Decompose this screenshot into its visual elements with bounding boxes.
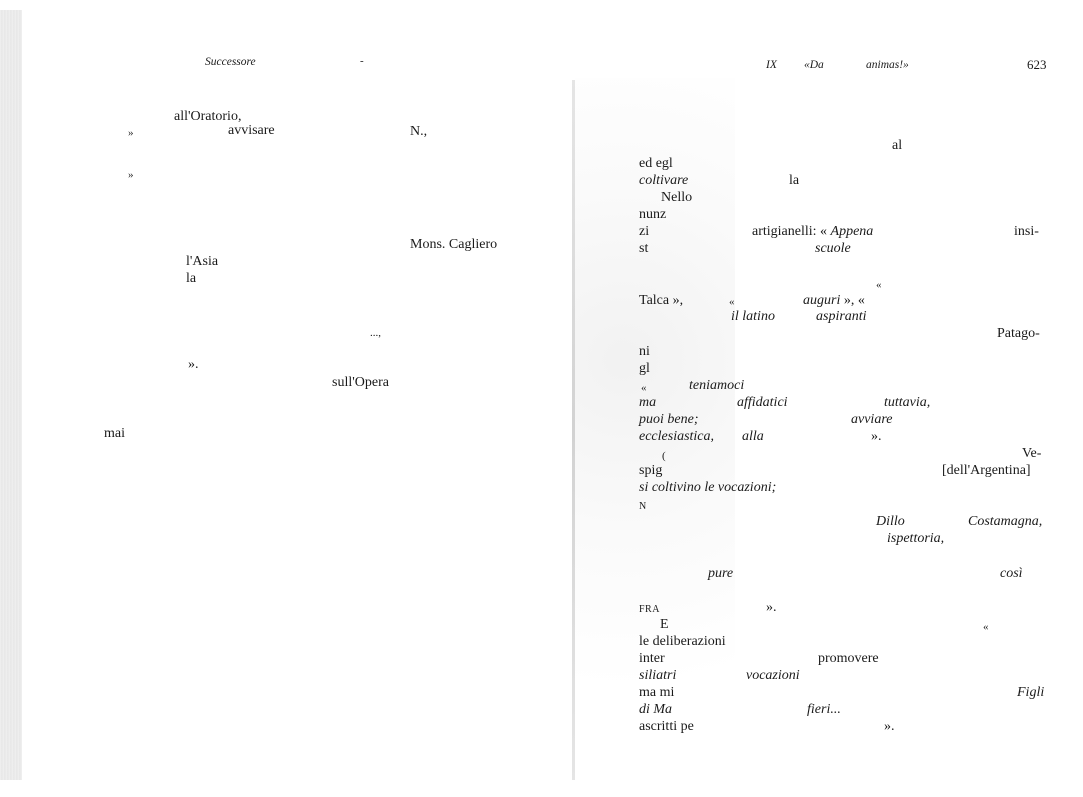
text-fragment: la: [789, 173, 800, 188]
text-fragment: avviare: [851, 412, 893, 427]
text-fragment: ...,: [370, 327, 381, 339]
right-running-head-title: animas!»: [866, 59, 909, 71]
right-running-head-title: «Da: [804, 59, 824, 71]
text-fragment: ascritti pe: [639, 719, 694, 734]
text-fragment: ».: [188, 357, 199, 372]
text-fragment: coltivare: [639, 173, 689, 188]
text-fragment: «: [641, 382, 647, 394]
text-fragment: Figli: [1017, 685, 1045, 700]
text-fragment: le deliberazioni: [639, 634, 726, 649]
text-fragment: scuole: [815, 241, 851, 256]
text-fragment: ispettoria,: [887, 531, 945, 546]
text-fragment: N.,: [410, 124, 428, 139]
left-head-dash: -: [360, 55, 364, 67]
text-fragment: ma: [639, 395, 657, 410]
text-fragment: spig: [639, 463, 663, 478]
page-number: 623: [1027, 57, 1047, 72]
text-fragment: alla: [742, 429, 764, 444]
text-fragment: Costamagna,: [968, 514, 1043, 529]
text-fragment: aspiranti: [816, 309, 867, 324]
text-fragment: [752, 224, 873, 240]
text-fragment: Mons. Cagliero: [410, 237, 498, 252]
text-fragment: [803, 293, 865, 309]
text-fragment: vocazioni: [746, 668, 800, 683]
text-fragment: artigianelli: «: [752, 224, 831, 239]
text-fragment: (: [662, 450, 666, 462]
text-fragment: avvisare: [228, 123, 275, 138]
text-fragment: si coltivino le vocazioni;: [639, 480, 777, 495]
text-fragment: auguri: [803, 293, 841, 308]
text-fragment: »: [128, 127, 134, 139]
text-fragment: nunz: [639, 207, 667, 222]
text-fragment: «: [876, 279, 882, 291]
text-fragment: N: [639, 501, 647, 512]
text-fragment: Dillo: [876, 514, 905, 529]
text-fragment: all'Oratorio,: [174, 109, 242, 124]
text-fragment: affidatici: [737, 395, 788, 410]
text-fragment: puoi bene;: [639, 412, 699, 427]
text-fragment: Patago-: [997, 326, 1040, 341]
text-fragment: di Ma: [639, 702, 673, 717]
text-fragment: Ve-: [1022, 446, 1042, 461]
text-fragment: ».: [766, 600, 777, 615]
text-fragment: FRA: [639, 604, 660, 615]
text-fragment: fieri...: [807, 702, 841, 717]
text-fragment: teniamoci: [689, 378, 745, 393]
text-fragment: ecclesiastica,: [639, 429, 715, 444]
book-spine: [572, 80, 575, 780]
text-fragment: zi: [639, 224, 650, 239]
text-fragment: «: [983, 621, 989, 633]
text-fragment: E: [660, 617, 669, 632]
text-fragment: «: [729, 296, 735, 308]
text-fragment: siliatri: [639, 668, 677, 683]
text-fragment: la: [186, 271, 197, 286]
text-fragment: insi-: [1014, 224, 1039, 239]
text-fragment: Appena: [830, 224, 874, 239]
right-running-head-chapter: IX: [766, 59, 777, 71]
text-fragment: il latino: [731, 309, 775, 324]
left-running-head: Successore: [205, 56, 256, 68]
text-fragment: », «: [840, 293, 865, 308]
text-fragment: l'Asia: [186, 254, 219, 269]
text-fragment: mai: [104, 426, 125, 441]
text-fragment: gl: [639, 361, 650, 376]
text-fragment: tuttavia,: [884, 395, 931, 410]
text-fragment: promovere: [818, 651, 879, 666]
text-fragment: »: [128, 169, 134, 181]
text-fragment: ed egl: [639, 156, 673, 171]
text-fragment: inter: [639, 651, 665, 666]
text-fragment: [dell'Argentina]: [942, 463, 1031, 478]
text-fragment: così: [1000, 566, 1023, 581]
text-fragment: Nello: [661, 190, 693, 205]
text-fragment: al: [892, 138, 903, 153]
text-fragment: ».: [871, 429, 882, 444]
text-fragment: st: [639, 241, 649, 256]
left-page-edge-shadow: [0, 10, 22, 780]
text-fragment: ni: [639, 344, 650, 359]
text-fragment: pure: [708, 566, 734, 581]
text-fragment: sull'Opera: [332, 375, 389, 390]
text-fragment: Talca »,: [639, 293, 684, 308]
text-fragment: ma mi: [639, 685, 675, 700]
text-fragment: ».: [884, 719, 895, 734]
